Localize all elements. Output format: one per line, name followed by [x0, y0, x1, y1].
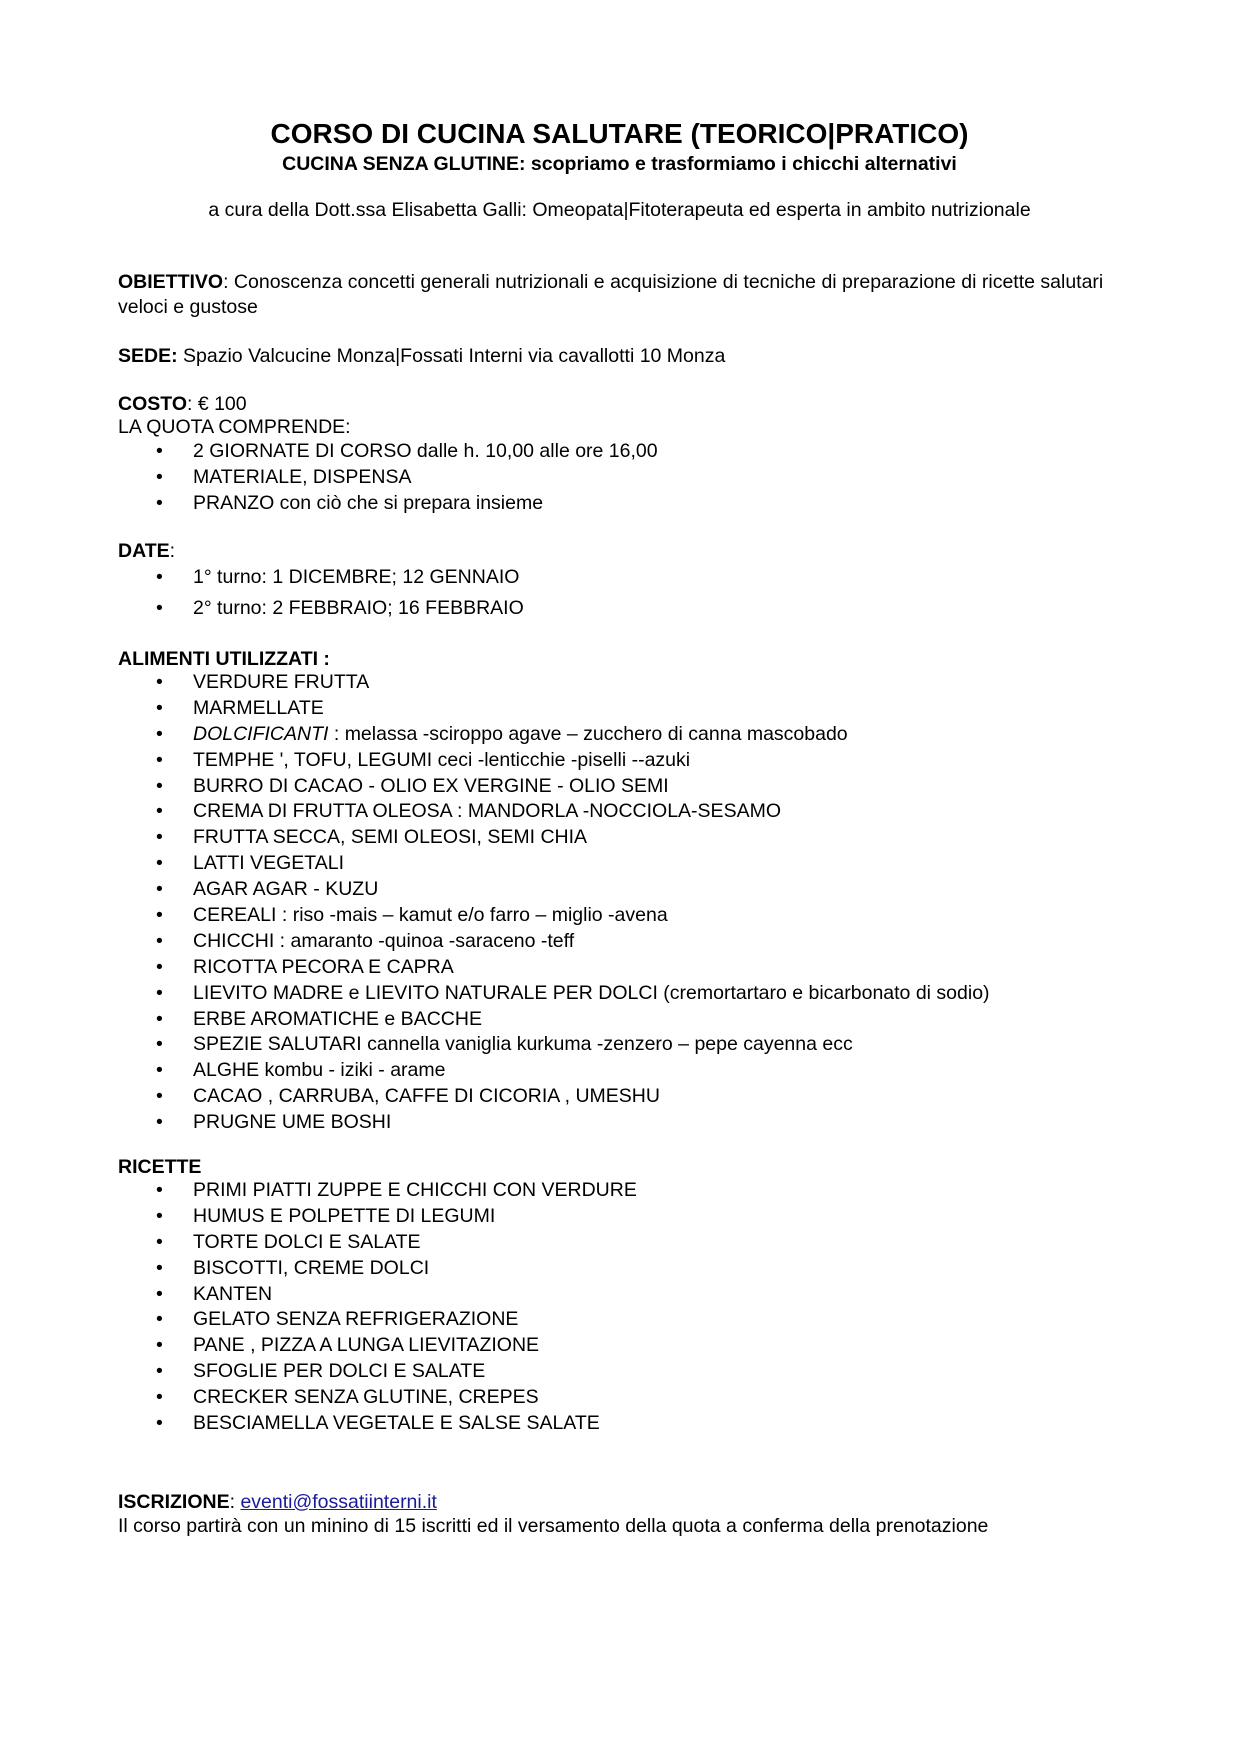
- list-item: • SPEZIE SALUTARI cannella vaniglia kurkuma -zenzero – pepe cayenna ecc: [118, 1032, 990, 1058]
- date-list: [118, 562, 524, 624]
- quota-list: [118, 439, 658, 517]
- list-item: • LATTI VEGETALI: [118, 851, 990, 877]
- iscrizione-colon: :: [229, 1491, 241, 1513]
- list-item: • BURRO DI CACAO - OLIO EX VERGINE - OLIO SEMI: [118, 774, 990, 800]
- list-item: • MARMELLATE: [118, 696, 990, 722]
- list-item: • 1° turno: 1 DICEMBRE; 12 GENNAIO: [118, 562, 524, 593]
- list-item: • MATERIALE, DISPENSA: [118, 465, 658, 491]
- list-item: • PANE , PIZZA A LUNGA LIEVITAZIONE: [118, 1333, 637, 1359]
- ricette-label: RICETTE: [118, 1156, 202, 1178]
- dolcificanti-text: : melassa -sciroppo agave – zucchero di canna mascobado: [328, 722, 848, 745]
- list-item: • 2 GIORNATE DI CORSO dalle h. 10,00 alle ore 16,00: [118, 439, 658, 465]
- list-item: • CREMA DI FRUTTA OLEOSA : MANDORLA -NOCCIOLA-SESAMO: [118, 799, 990, 825]
- sede-label: SEDE:: [118, 345, 178, 367]
- list-item: • PRANZO con ciò che si prepara insieme: [118, 491, 658, 517]
- list-item: • RICOTTA PECORA E CAPRA: [118, 955, 990, 981]
- obiettivo-section: [118, 270, 1138, 320]
- costo-section: [118, 393, 658, 517]
- alimenti-label: ALIMENTI UTILIZZATI :: [118, 648, 330, 670]
- quota-comprende-label: LA QUOTA COMPRENDE:: [118, 416, 351, 438]
- obiettivo-label: OBIETTIVO: [118, 271, 224, 293]
- list-item: • TEMPHE ', TOFU, LEGUMI ceci -lenticchie -piselli --azuki: [118, 748, 990, 774]
- document-subtitle: CUCINA SENZA GLUTINE: scopriamo e trasformiamo i chicchi alternativi: [282, 153, 957, 175]
- list-item: • TORTE DOLCI E SALATE: [118, 1230, 637, 1256]
- list-item: • PRUGNE UME BOSHI: [118, 1110, 990, 1136]
- list-item: • GELATO SENZA REFRIGERAZIONE: [118, 1307, 637, 1333]
- list-item: • CEREALI : riso -mais – kamut e/o farro – miglio -avena: [118, 903, 990, 929]
- iscrizione-label: ISCRIZIONE: [118, 1491, 230, 1513]
- iscrizione-note: Il corso partirà con un minino di 15 iscritti ed il versamento della quota a conferma della prenotazione: [118, 1515, 989, 1537]
- date-colon: :: [169, 540, 176, 562]
- obiettivo-text: : Conoscenza concetti generali nutrizionali e acquisizione di tecniche di preparazione di ricette salutari veloci e gustose: [118, 271, 1104, 318]
- list-item: • CACAO , CARRUBA, CAFFE DI CICORIA , UMESHU: [118, 1084, 990, 1110]
- list-item: • CRECKER SENZA GLUTINE, CREPES: [118, 1385, 637, 1411]
- alimenti-list: [118, 670, 990, 1136]
- document-title: CORSO DI CUCINA SALUTARE (TEORICO|PRATICO): [270, 118, 969, 149]
- list-item: • ERBE AROMATICHE e BACCHE: [118, 1007, 990, 1033]
- list-item: • FRUTTA SECCA, SEMI OLEOSI, SEMI CHIA: [118, 825, 990, 851]
- alimenti-section: [118, 648, 990, 1136]
- list-item: • VERDURE FRUTTA: [118, 670, 990, 696]
- ricette-section: [118, 1156, 637, 1437]
- costo-value: : € 100: [186, 393, 247, 415]
- list-item: • CHICCHI : amaranto -quinoa -saraceno -teff: [118, 929, 990, 955]
- list-item: • SFOGLIE PER DOLCI E SALATE: [118, 1359, 637, 1385]
- list-item: • ALGHE kombu - iziki - arame: [118, 1058, 990, 1084]
- list-item: • HUMUS E POLPETTE DI LEGUMI: [118, 1204, 637, 1230]
- date-label: DATE: [118, 540, 170, 562]
- list-item: [118, 722, 990, 748]
- list-item: • AGAR AGAR - KUZU: [118, 877, 990, 903]
- ricette-list: [118, 1178, 637, 1437]
- costo-label: COSTO: [118, 393, 187, 415]
- list-item: • LIEVITO MADRE e LIEVITO NATURALE PER DOLCI (cremortartaro e bicarbonato di sodio): [118, 981, 990, 1007]
- list-item: • BISCOTTI, CREME DOLCI: [118, 1256, 637, 1282]
- list-item: • KANTEN: [118, 1282, 637, 1308]
- list-item: • PRIMI PIATTI ZUPPE E CHICCHI CON VERDURE: [118, 1178, 637, 1204]
- iscrizione-section: [118, 1490, 988, 1538]
- document-byline: a cura della Dott.ssa Elisabetta Galli: Omeopata|Fitoterapeuta ed esperta in ambito nutrizionale: [208, 199, 1031, 221]
- sede-section: [118, 344, 725, 369]
- date-section: [118, 540, 524, 624]
- list-item: • BESCIAMELLA VEGETALE E SALSE SALATE: [118, 1411, 637, 1437]
- list-item: • 2° turno: 2 FEBBRAIO; 16 FEBBRAIO: [118, 593, 524, 624]
- email-link[interactable]: eventi@fossatiinterni.it: [240, 1491, 437, 1513]
- sede-text: Spazio Valcucine Monza|Fossati Interni via cavallotti 10 Monza: [177, 345, 726, 367]
- dolcificanti-label: DOLCIFICANTI: [193, 722, 329, 745]
